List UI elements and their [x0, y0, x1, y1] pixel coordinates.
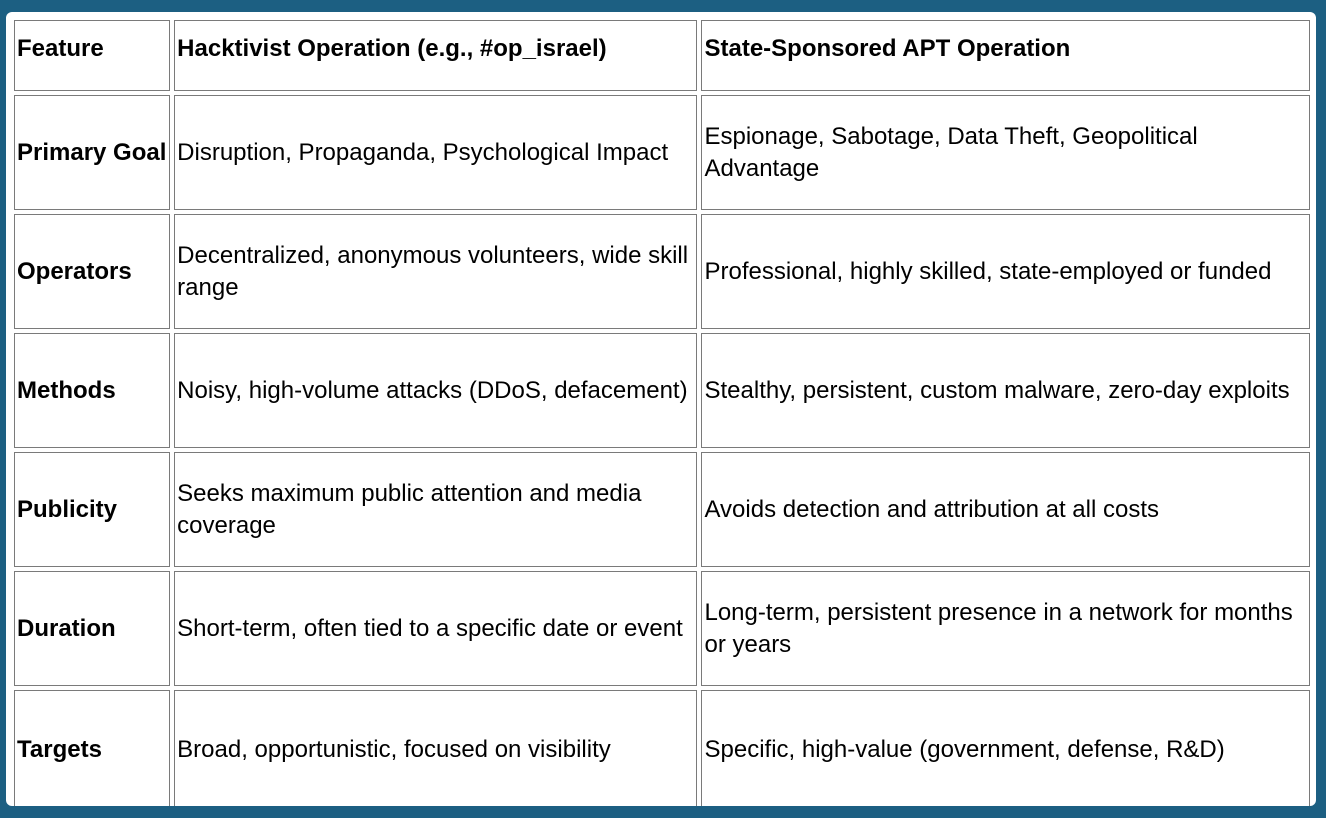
table-row [14, 452, 1310, 567]
table-row [14, 690, 1310, 806]
hacktivist-cell: Broad, opportunistic, focused on visibility [174, 690, 697, 806]
table-header-row [14, 20, 1310, 91]
table-row [14, 95, 1310, 210]
feature-cell: Targets [14, 690, 170, 806]
apt-cell: Espionage, Sabotage, Data Theft, Geopolitical Advantage [701, 95, 1310, 210]
feature-cell: Duration [14, 571, 170, 686]
document-frame [6, 12, 1316, 806]
hacktivist-cell: Short-term, often tied to a specific date or event [174, 571, 697, 686]
feature-cell: Primary Goal [14, 95, 170, 210]
apt-cell: Long-term, persistent presence in a network for months or years [701, 571, 1310, 686]
feature-cell: Operators [14, 214, 170, 329]
apt-cell: Avoids detection and attribution at all costs [701, 452, 1310, 567]
hacktivist-cell: Noisy, high-volume attacks (DDoS, defacement) [174, 333, 697, 448]
apt-cell: Specific, high-value (government, defense, R&D) [701, 690, 1310, 806]
table-row [14, 214, 1310, 329]
header-feature: Feature [14, 20, 170, 91]
hacktivist-cell: Decentralized, anonymous volunteers, wide skill range [174, 214, 697, 329]
table-row [14, 571, 1310, 686]
hacktivist-cell: Disruption, Propaganda, Psychological Impact [174, 95, 697, 210]
apt-cell: Professional, highly skilled, state-employed or funded [701, 214, 1310, 329]
header-apt: State-Sponsored APT Operation [701, 20, 1310, 91]
hacktivist-cell: Seeks maximum public attention and media coverage [174, 452, 697, 567]
comparison-table [10, 16, 1314, 806]
table-row [14, 333, 1310, 448]
apt-cell: Stealthy, persistent, custom malware, zero-day exploits [701, 333, 1310, 448]
feature-cell: Methods [14, 333, 170, 448]
feature-cell: Publicity [14, 452, 170, 567]
header-hacktivist: Hacktivist Operation (e.g., #op_israel) [174, 20, 697, 91]
